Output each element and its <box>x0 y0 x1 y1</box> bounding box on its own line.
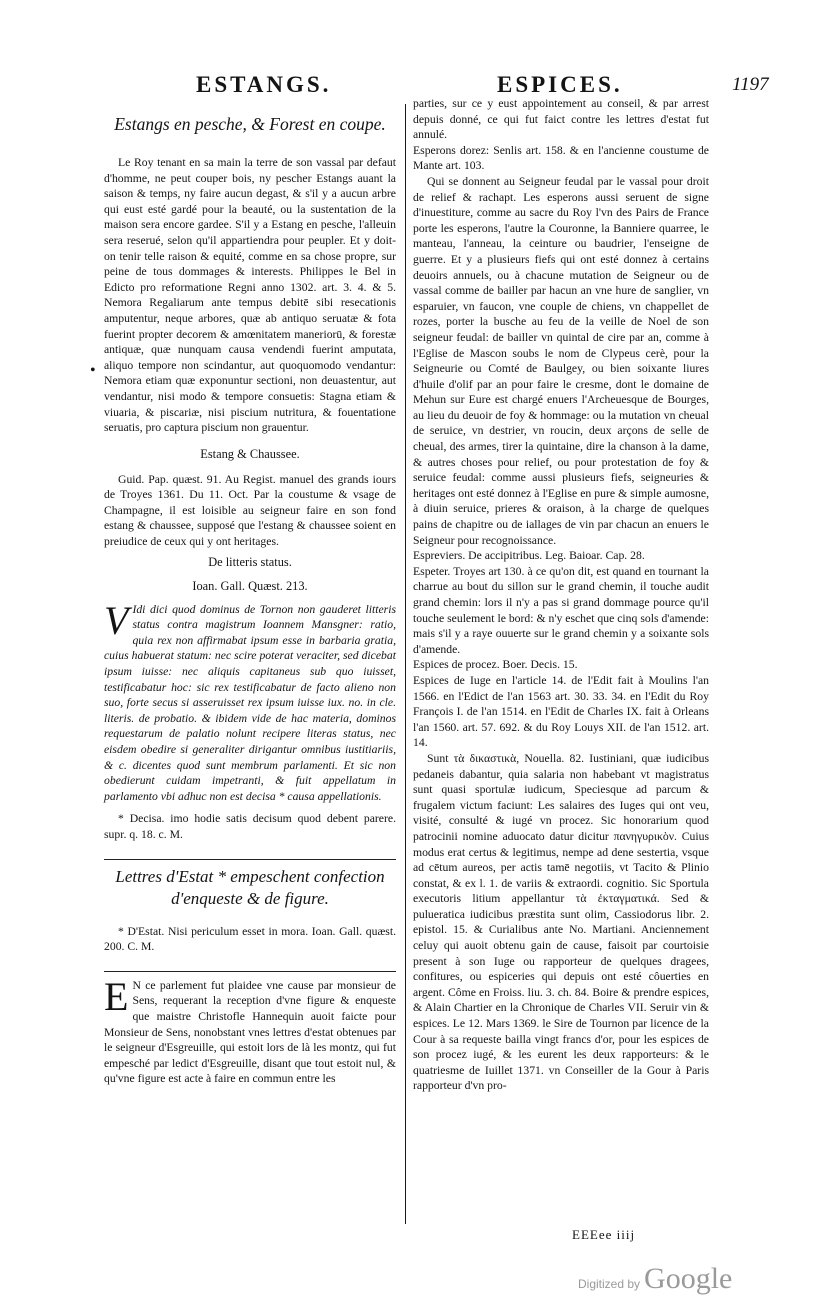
drop-cap-v: V <box>104 597 129 643</box>
entry-espreviers: Espreviers. De accipitribus. Leg. Baioar. Cap. 28. <box>413 549 645 563</box>
paragraph-espices: Sunt τὰ δικαστικὰ, Nouella. 82. Iustiniani, quæ iudicibus pedaneis dabantur, quia salaria non habebant vt magistratus sunt quasi sportulæ iudicum, Speciesque ad parcum & frugalem victum faciunt: Les salaires des Iuges qui ont veu, visité, consulté & iugé vn procez. Sic honorarium quod patrocinii nomine aduocato datur dicitur πανηγυρικὸν. Cuius modus erat certus & legitimus, nempe ad dene sestertia, vsque ad cētum aureos, per actis tamē negotiis, vt Tacito & Plinio constat, & ex l. 1. de variis & extraordi. cognitio. Sic Sportula executoris litium appellantur τὰ ἐκταγματικά. Sed & pulueratica iudicibus præstita sunt olim, Cassiodorus libr. 2. epistol. 15. & Curialibus ante No. Martiani. Anciennement celuy qui auoit obtenu gain de cause, faisoit par courtoisie present à son Iuge ou rapporteur de quelques dragees, confitures, ou espiceries qui depuis ont esté côuerties en argent. Côme en Froiss. liu. 3. ch. 84. Boire & prendre espices, & Alain Chartier en la Chronique de Charles VII. Seruir vin & espices. Le 12. Mars 1369. le Sire de Tournon par licence de la Cour à sa requeste bailla vingt francs d'or, pour les espices de son procez iugé, & les eurent les deux rapporteurs: & le quatriesme de Iuillet 1371. vn Conseiller de la Gour à Paris rapporteur d'vn pro- <box>413 751 709 1093</box>
paragraph-estangs: Le Roy tenant en sa main la terre de son vassal par defaut d'homme, ne peut couper bois, ny pescher Estangs auant la saison & temps, ny faire aucun degast, & s'il y a aucun arbre qui eust esté gardé pour la beauté, ou la sustentation de la maison sera encore gardee. S'il y a Estang en pesche, l'alleuin sera reserué, selon qu'il appartiendra pour peupler. Et y doit-on tenir telle raison & equité, comme en sa chose propre, sur peine de tous dommages & interests. Philippes le Bel in Edicto pro reformatione Regni anno 1302. art. 3. 4. & 5. Nemora Regaliarum ante tempus debitē sibi resecationis amputentur, neque arbores, quæ ab antiquo seruatæ & fota fuerint propter decorem & amœnitatem maneriorū, & forestæ antiquæ, quæ nunquam causa vendendi fuerint amputata, aliquo tempore non scindantur, aut quoquomodo vendantur: Nemora etiam quæ exponuntur sectioni, non deuastentur, aut vendantur, nisi modo & tempore consuetis: Stagna etiam & viuaria, & piscariæ, nisi piscium nutritura, & fouentatione seruatis, pro captura piscium non grauentur. <box>104 156 396 435</box>
paragraph-latin-status <box>104 597 396 805</box>
section-heading-litteris: De litteris status. <box>208 554 292 569</box>
entry-esperons: Esperons dorez: Senlis art. 158. & en l'ancienne coustume de Mante art. 103. <box>413 143 709 173</box>
paragraph-parlement <box>104 973 396 1087</box>
entry-espices-procez: Espices de procez. Boer. Decis. 15. <box>413 658 578 672</box>
paragraph-esperons: Qui se donnent au Seigneur feudal par le vassal pour droit de relief & rachapt. Les esperons aussi seruent de signe d'inuestiture, comme au sacre du Roy l'vn des Pairs de France porte les esperons, l'autre la Couronne, la Banniere quarree, le manteau, l'anneau, la ceinture ou baudrier, l'enseigne de guerre. Et y a plusieurs fiefs qui ont esté donnez à certains deuoirs annuels, ou à chacune mutation de Seigneur ou de vassal comme de bailler par hacun an vne hure de sanglier, vn esparuier, vn faucon, vne couple de chiens, vn chappellet de rozes, porter la busche au feu de la veille de Noel de son seigneur feudal: de bailler vn quintal de cire par an, comme à l'Eglise de Mascon soubs le nom de Clypeus cerè, pour la Seigneurie ou Comté de Baulgey, ou bien soixante liures d'huile d'olif par an pour faire le cresme, dont le domaine de Mehun sur Eure est chargé enuers l'Archeuesque de Bourges, au lieu du deuoir de foy & hommage: ou la mutation vn cheual de seruice, vn destrier, vn roucin, deux arçons de selle de cheual, des armes, tirer la quintaine, dire la chanson à la dame, & autres choses pour relief, ou pour protestation de foy & seruice feudal: comme aussi plusieurs fiefs, seigneuries & heritages ont esté donnez à l'Eglise en pure & simple aumosne, à diuin seruice, prieres & oraison, à la charge de quelques pains de chapitre ou de iallages de vin par chacun an enuers le Seigneur pour recognoissance. <box>413 174 709 547</box>
paragraph-parlement-text: N ce parlement fut plaidee vne cause par monsieur de Sens, requerant la reception d'vne figure & enqueste que maistre Christofle Hannequin auoit faicte pour Monsieur de Sens, nonobstant vnes lettres d'estat obtenues par le seigneur d'Esgreuille, qui estoit lors de là les montz, qui fut empesché par ledict d'Esgreuille, disant que tout estoit nul, & qu'vne figure est acte à faire en commun entre les <box>104 978 396 1086</box>
section-heading-estangs: Estangs en pesche, & Forest en coupe. <box>114 114 386 134</box>
paragraph-parties: parties, sur ce y eust appointement au conseil, & par arrest depuis donné, ce qui fut faict contre les lettres d'estat fut annulé. <box>413 97 709 142</box>
paragraph-latin-status-text: Idi dici quod dominus de Tornon non gauderet litteris status contra magistrum Ioannem Mansgner: ratio, quia rex non affirmabat ipsum esse in barbaria gratia, cuius habuerat statum: nec scire poterat veraciter, sed dicebat ipsum iuisse: nec aliquis capitaneus sub quo iuisset, testificabatur hoc: sic rex testificabatur de facto alieno non suo, forte secus si asseruisset rex ipsum iuisse iux. no. in cle. literis. de probatio. & ibidem vide de hac materia, dominos requestarum de palatio nolunt recipere literas status, nec eisdem obedire si generaliter dirigantur omnibus iustitiariis, & c. dicentes quod sunt membrum parlamenti. Et sic non obedierunt cuidam impetranti, & fuit appellatum in parlamento vbi adhuc non est decisa * causa appellationis. <box>104 602 396 803</box>
citation-gall-213: Ioan. Gall. Quæst. 213. <box>192 578 308 593</box>
watermark-prefix: Digitized by <box>578 1277 641 1291</box>
google-watermark <box>578 1262 732 1296</box>
page-number: 1197 <box>732 74 769 95</box>
right-column <box>413 96 709 1094</box>
signature-mark: EEEee iiij <box>572 1227 636 1242</box>
google-logo: Google <box>644 1262 733 1295</box>
note-decisa: * Decisa. imo hodie satis decisum quod debent parere. supr. q. 18. c. M. <box>104 812 396 841</box>
left-column <box>104 100 396 1087</box>
entry-espices-iuge: Espices de Iuge en l'article 14. de l'Edit fait à Moulins l'an 1566. en l'Edict de l'an 1563 art. 30. 33. 34. en l'Edit du Roy François I. de l'an 1514. en l'Edit de Charles IX. fait à Orleans l'an 1560. art. 57. 692. & du Roy Louys XII. de l'an 1512. art. 14. <box>413 673 709 750</box>
drop-cap-e: E <box>104 973 129 1019</box>
paragraph-chaussee: Guid. Pap. quæst. 91. Au Regist. manuel des grands iours de Troyes 1361. Du 11. Oct. Par la coustume & vsage de Champagne, il est loisible au seigneur faire en son fond estang & chaussee, supposé que l'estang & chaussee soient en preiudice de ceux qui y ont heritages. <box>104 472 396 549</box>
entry-espeter: Espeter. Troyes art 130. à ce qu'on dit, est quand en tournant la charrue au bout du sillon sur le grand chemin, il touche audit grand chemin: lors il n'y a pas si grand dommage pource qu'il touche seulement le bord: & n'y eschet que cinq sols d'amende: mais s'il y a raye ouuerte sur le grand chemin y a soixante sols d'amende. <box>413 564 709 656</box>
section-heading-chaussee: Estang & Chaussee. <box>200 446 300 461</box>
rule-separator <box>104 971 396 972</box>
column-divider <box>405 104 406 1224</box>
note-destat: * D'Estat. Nisi periculum esset in mora. Ioan. Gall. quæst. 200. C. M. <box>104 924 396 954</box>
running-head-right: ESPICES. <box>497 72 623 97</box>
spacer <box>104 804 396 811</box>
section-heading-lettres-destat: Lettres d'Estat * empeschent confection d'enqueste & de figure. <box>115 866 385 908</box>
rule-separator <box>104 859 396 860</box>
running-head-left: ESTANGS. <box>196 72 332 97</box>
spacer <box>104 955 396 965</box>
margin-bullet: • <box>90 362 96 379</box>
